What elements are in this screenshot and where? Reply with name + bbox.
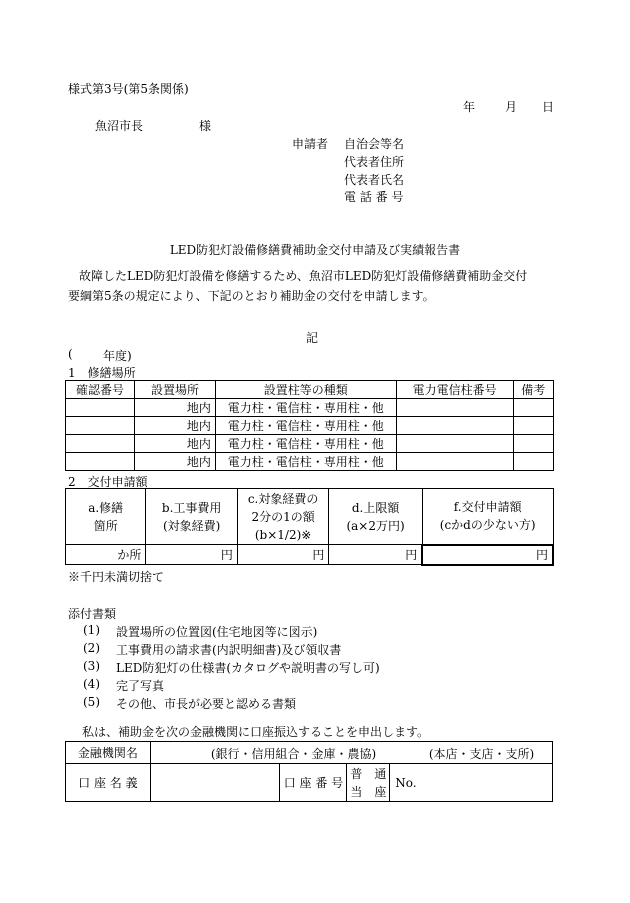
form-number: 様式第3号(第5条関係) — [68, 82, 189, 96]
header-pole-number: 電力電信柱番号 — [396, 381, 513, 399]
intro-line-2: 要綱第5条の規定により、下記のとおり補助金の交付を申請します。 — [68, 289, 435, 303]
confirm-number-cell[interactable] — [66, 453, 135, 471]
header-remarks: 備考 — [513, 381, 553, 399]
header-pole-type: 設置柱等の種類 — [215, 381, 396, 399]
half-amount-field[interactable]: 円 — [237, 545, 328, 565]
header-construction-cost — [146, 489, 237, 545]
repair-location-table — [65, 380, 554, 471]
header-text: 2分の1の額 — [251, 509, 315, 524]
addressee-honorific: 様 — [199, 119, 212, 133]
repair-count-field[interactable]: か所 — [66, 545, 146, 565]
header-text: 箇所 — [93, 518, 118, 533]
pole-number-cell[interactable] — [396, 399, 513, 417]
institution-types: (銀行・信用組合・金庫・農協) — [210, 747, 377, 761]
pole-type-options[interactable]: 電力柱・電信柱・専用柱・他 — [215, 417, 396, 435]
account-number-label: 口 座 番 号 — [280, 764, 347, 802]
addressee-name: 魚沼市長 — [95, 119, 144, 133]
attachments-heading: 添付書類 — [68, 607, 117, 621]
pole-type-options[interactable]: 電力柱・電信柱・専用柱・他 — [215, 453, 396, 471]
pole-type-options[interactable]: 電力柱・電信柱・専用柱・他 — [215, 399, 396, 417]
header-text: a.修繕 — [88, 500, 124, 515]
attachment-num: (5) — [83, 695, 100, 709]
institution-label: 金融機関名 — [66, 742, 151, 764]
section2-heading: 2 交付申請額 — [68, 475, 148, 489]
pole-number-cell[interactable] — [396, 435, 513, 453]
account-type-cell[interactable] — [347, 764, 390, 802]
header-text: (a×2万円) — [346, 518, 405, 533]
remarks-cell[interactable] — [513, 453, 553, 471]
bank-table — [65, 741, 553, 802]
branch-types: (本店・支店・支所) — [428, 747, 535, 761]
header-requested-amount — [422, 489, 553, 545]
bank-statement: 私は、補助金を次の金融機関に口座振込することを申出します。 — [82, 725, 430, 739]
table-row — [66, 453, 554, 471]
intro-line-1: 故障したLED防犯灯設備を修繕するため、魚沼市LED防犯灯設備修繕費補助金交付 — [79, 269, 528, 283]
rounding-note: ※千円未満切捨て — [68, 570, 165, 584]
table-row — [66, 435, 554, 453]
document-title: LED防犯灯設備修繕費補助金交付申請及び実績報告書 — [169, 243, 461, 257]
confirm-number-cell[interactable] — [66, 417, 135, 435]
pole-number-cell[interactable] — [396, 417, 513, 435]
attachment-num: (1) — [83, 623, 100, 637]
confirm-number-cell[interactable] — [66, 435, 135, 453]
remarks-cell[interactable] — [513, 435, 553, 453]
pole-number-cell[interactable] — [396, 453, 513, 471]
fiscal-year-label: 年度) — [103, 349, 132, 363]
construction-cost-field[interactable]: 円 — [146, 545, 237, 565]
confirm-number-cell[interactable] — [66, 399, 135, 417]
header-repair-count — [66, 489, 146, 545]
header-install-place: 設置場所 — [135, 381, 216, 399]
date-day-label: 日 — [542, 100, 555, 114]
header-confirm-number: 確認番号 — [66, 381, 135, 399]
fiscal-year-open: ( — [68, 347, 73, 361]
institution-field[interactable] — [150, 742, 552, 764]
attachment-item: 完了写真 — [116, 679, 165, 693]
place-cell[interactable]: 地内 — [135, 435, 216, 453]
table-row — [66, 545, 554, 565]
header-text: d.上限額 — [351, 500, 400, 515]
place-cell[interactable]: 地内 — [135, 453, 216, 471]
account-type-ordinary[interactable]: 普 通 — [350, 766, 387, 781]
account-holder-field[interactable] — [150, 764, 280, 802]
ki-heading: 記 — [306, 331, 319, 345]
place-cell[interactable]: 地内 — [135, 417, 216, 435]
header-text: (対象経費) — [162, 518, 221, 533]
attachment-item: LED防犯灯の仕様書(カタログや説明書の写し可) — [116, 661, 380, 675]
grant-amount-table — [65, 488, 554, 566]
header-text: (cかdの少ない方) — [439, 518, 536, 533]
table-row — [66, 399, 554, 417]
account-holder-label: 口 座 名 義 — [66, 764, 151, 802]
applicant-field-phone: 電 話 番 号 — [344, 190, 404, 204]
account-number-field[interactable]: No. — [390, 764, 553, 802]
place-cell[interactable]: 地内 — [135, 399, 216, 417]
header-text: f.交付申請額 — [453, 500, 522, 515]
attachment-num: (2) — [83, 641, 100, 655]
attachment-item: その他、市長が必要と認める書類 — [116, 697, 297, 711]
applicant-label: 申請者 — [292, 137, 329, 151]
attachment-item: 工事費用の請求書(内訳明細書)及び領収書 — [116, 643, 342, 657]
applicant-field-org: 自治会等名 — [344, 137, 405, 151]
remarks-cell[interactable] — [513, 417, 553, 435]
header-text: (b×1/2)※ — [254, 527, 312, 542]
requested-amount-field[interactable]: 円 — [422, 545, 553, 565]
attachment-num: (3) — [83, 659, 100, 673]
date-year-label: 年 — [463, 100, 476, 114]
applicant-field-name: 代表者氏名 — [344, 173, 405, 187]
date-month-label: 月 — [505, 100, 518, 114]
section1-heading: 1 修繕場所 — [68, 366, 136, 380]
header-text: b.工事費用 — [161, 500, 222, 515]
header-text: c.対象経費の — [247, 491, 319, 506]
applicant-field-address: 代表者住所 — [344, 155, 405, 169]
upper-limit-field[interactable]: 円 — [329, 545, 422, 565]
attachment-item: 設置場所の位置図(住宅地図等に図示) — [116, 625, 318, 639]
account-type-checking[interactable]: 当 座 — [350, 784, 387, 799]
header-half-amount — [237, 489, 328, 545]
attachment-num: (4) — [83, 677, 100, 691]
table-row — [66, 417, 554, 435]
pole-type-options[interactable]: 電力柱・電信柱・専用柱・他 — [215, 435, 396, 453]
remarks-cell[interactable] — [513, 399, 553, 417]
header-upper-limit — [329, 489, 422, 545]
